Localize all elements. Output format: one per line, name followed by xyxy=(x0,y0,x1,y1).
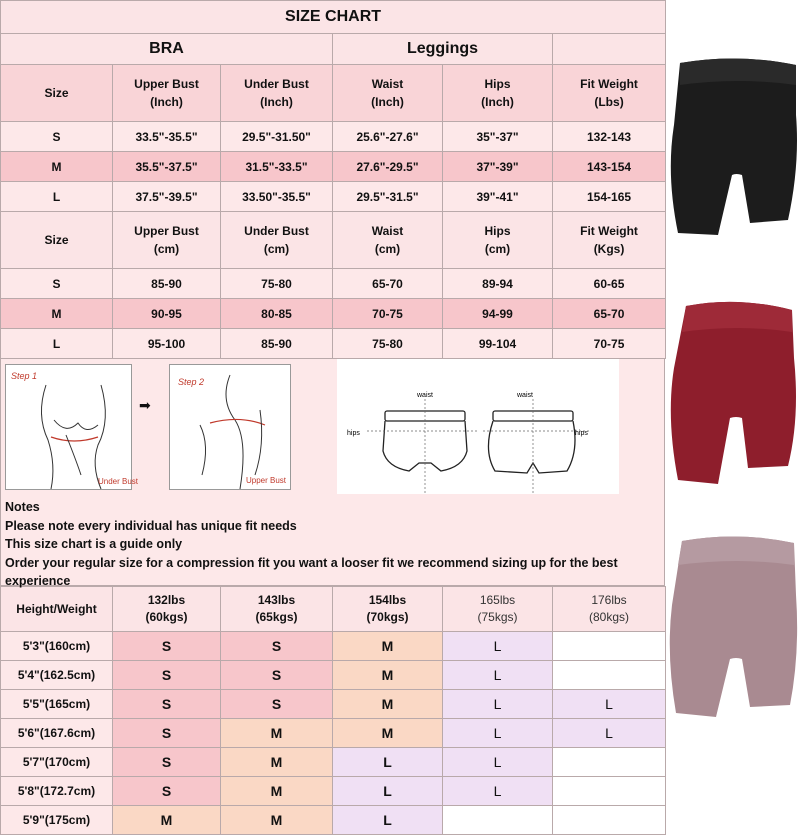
table-row xyxy=(1,632,666,661)
table-row xyxy=(1,661,666,690)
height-cell: 5'6"(167.6cm) xyxy=(1,719,113,748)
size-cell xyxy=(553,777,666,806)
inch-col-waist: Waist (Inch) xyxy=(333,65,443,122)
inch-col-upper-bust: Upper Bust (Inch) xyxy=(113,65,221,122)
size-cell: L xyxy=(553,719,666,748)
cm-col-fit-weight: Fit Weight (Kgs) xyxy=(553,212,666,269)
notes-section xyxy=(0,494,665,586)
size-cell: L xyxy=(443,719,553,748)
size-cell xyxy=(553,806,666,835)
table-row xyxy=(1,748,666,777)
hw-body xyxy=(1,632,666,835)
table-row: S 33.5"-35.5" 29.5"-31.50" 25.6"-27.6" 35"-37" 132-143 xyxy=(1,122,666,152)
size-cell: L xyxy=(443,748,553,777)
size-cell: S xyxy=(113,777,221,806)
height-cell: 5'4"(162.5cm) xyxy=(1,661,113,690)
size-cell: S xyxy=(113,632,221,661)
size-cell: L xyxy=(553,690,666,719)
step2-panel xyxy=(169,364,291,490)
bust-measure-figure-icon xyxy=(170,365,290,489)
size-cell: S xyxy=(221,661,333,690)
weight-col: 154lbs (70kgs) xyxy=(333,587,443,632)
cm-col-waist: Waist (cm) xyxy=(333,212,443,269)
table-row: M 90-95 80-85 70-75 94-99 65-70 xyxy=(1,299,666,329)
bust-measure-figure-icon xyxy=(6,365,139,489)
height-cell: 5'8"(172.7cm) xyxy=(1,777,113,806)
cm-col-upper-bust: Upper Bust (cm) xyxy=(113,212,221,269)
size-cell: M xyxy=(333,719,443,748)
size-cell: M xyxy=(221,748,333,777)
table-row xyxy=(1,690,666,719)
weight-col: 165lbs (75kgs) xyxy=(443,587,553,632)
weight-col: 132lbs (60kgs) xyxy=(113,587,221,632)
size-cell: M xyxy=(221,719,333,748)
measure-diagram xyxy=(0,359,665,494)
table-row: M 35.5"-37.5" 31.5"-33.5" 27.6"-29.5" 37"-39" 143-154 xyxy=(1,152,666,182)
height-cell: 5'9"(175cm) xyxy=(1,806,113,835)
table-row xyxy=(1,806,666,835)
size-cell: S xyxy=(113,690,221,719)
notes-heading: Notes xyxy=(5,500,40,514)
chart-title: SIZE CHART xyxy=(1,1,666,34)
size-cell: S xyxy=(221,690,333,719)
cm-size-header: Size xyxy=(1,212,113,269)
size-cell: L xyxy=(443,690,553,719)
size-cell: L xyxy=(333,777,443,806)
product-image-mauve xyxy=(668,535,800,725)
red-shorts-icon xyxy=(668,298,800,490)
svg-text:waist: waist xyxy=(417,392,433,399)
size-table xyxy=(0,0,666,359)
svg-text:Under Bust: Under Bust xyxy=(98,477,139,486)
size-cell xyxy=(553,748,666,777)
table-row xyxy=(1,777,666,806)
group-bra: BRA xyxy=(1,34,333,65)
black-shorts-icon xyxy=(668,55,800,245)
arrow-right-icon: ➡ xyxy=(139,397,151,413)
mauve-shorts-icon xyxy=(668,535,800,725)
svg-text:Step 1: Step 1 xyxy=(11,371,38,381)
size-cell xyxy=(553,632,666,661)
table-row: S 85-90 75-80 65-70 89-94 60-65 xyxy=(1,269,666,299)
size-cell: L xyxy=(443,661,553,690)
step1-panel xyxy=(5,364,139,490)
size-cell xyxy=(553,661,666,690)
size-cell: M xyxy=(333,690,443,719)
inch-col-fit-weight: Fit Weight (Lbs) xyxy=(553,65,666,122)
cm-col-under-bust: Under Bust (cm) xyxy=(221,212,333,269)
height-cell: 5'3"(160cm) xyxy=(1,632,113,661)
height-cell: 5'5"(165cm) xyxy=(1,690,113,719)
inch-col-under-bust: Under Bust (Inch) xyxy=(221,65,333,122)
inch-col-hips: Hips (Inch) xyxy=(443,65,553,122)
size-cell: M xyxy=(113,806,221,835)
weight-col: 143lbs (65kgs) xyxy=(221,587,333,632)
height-cell: 5'7"(170cm) xyxy=(1,748,113,777)
size-cell: L xyxy=(333,806,443,835)
weight-col: 176lbs (80kgs) xyxy=(553,587,666,632)
table-row xyxy=(1,719,666,748)
svg-text:hips: hips xyxy=(575,430,588,437)
svg-text:hips: hips xyxy=(347,430,360,437)
size-cell: M xyxy=(333,661,443,690)
height-weight-table xyxy=(0,586,666,835)
size-cell: S xyxy=(221,632,333,661)
size-cell: L xyxy=(333,748,443,777)
size-cell: S xyxy=(113,719,221,748)
cm-col-hips: Hips (cm) xyxy=(443,212,553,269)
group-leggings: Leggings xyxy=(333,34,553,65)
size-cell: S xyxy=(113,661,221,690)
product-image-red xyxy=(668,298,800,490)
product-image-black xyxy=(668,55,800,245)
svg-text:Upper Bust: Upper Bust xyxy=(246,476,287,485)
svg-text:waist: waist xyxy=(517,392,533,399)
group-empty xyxy=(553,34,666,65)
table-row: L 37.5"-39.5" 33.50"-35.5" 29.5"-31.5" 39"-41" 154-165 xyxy=(1,182,666,212)
size-cell: L xyxy=(443,632,553,661)
size-cell: M xyxy=(221,806,333,835)
inch-size-header: Size xyxy=(1,65,113,122)
size-cell: L xyxy=(443,777,553,806)
svg-text:Step 2: Step 2 xyxy=(178,377,205,387)
size-cell: M xyxy=(221,777,333,806)
hw-corner: Height/Weight xyxy=(1,587,113,632)
note-line: Please note every individual has unique fit needs xyxy=(5,518,297,533)
table-row: L 95-100 85-90 75-80 99-104 70-75 xyxy=(1,329,666,359)
size-cell: M xyxy=(333,632,443,661)
size-cell: S xyxy=(113,748,221,777)
note-line: Order your regular size for a compression fit you want a looser fit we recommend sizing up for the best experience xyxy=(5,555,618,588)
size-cell xyxy=(443,806,553,835)
note-line: This size chart is a guide only xyxy=(5,537,183,551)
